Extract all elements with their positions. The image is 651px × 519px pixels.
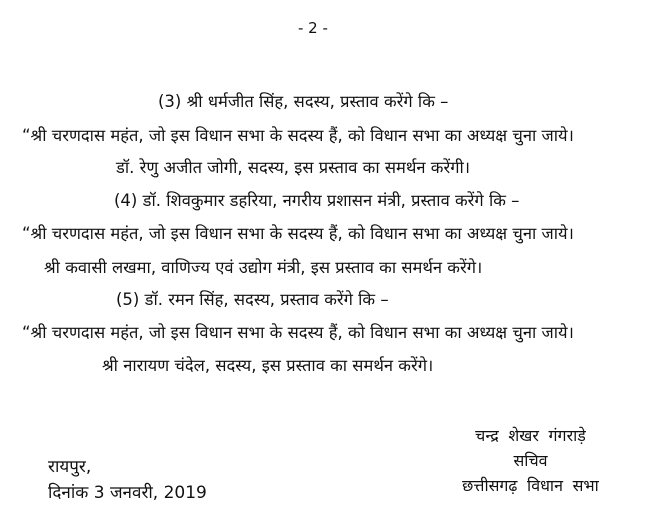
signatory-name: चन्द्र शेखर गंगराड़े <box>475 426 586 445</box>
motion-5-proposal-text: “श्री चरणदास महंत, जो इस विधान सभा के सदस्य हैं, को विधान सभा का अध्यक्ष चुना जाये। <box>22 323 574 342</box>
signatory-title: सचिव <box>513 451 548 470</box>
organization-name: छत्तीसगढ़ विधान सभा <box>462 476 599 495</box>
motion-3-proposal-text: “श्री चरणदास महंत, जो इस विधान सभा के सदस्य हैं, को विधान सभा का अध्यक्ष चुना जाये। <box>22 126 574 145</box>
date-text: दिनांक 3 जनवरी, 2019 <box>48 483 207 503</box>
motion-3-heading: (3) श्री धर्मजीत सिंह, सदस्य, प्रस्ताव करेंगे कि – <box>158 92 449 111</box>
motion-4-supporter-text: श्री कवासी लखमा, वाणिज्य एवं उद्योग मंत्री, इस प्रस्ताव का समर्थन करेंगे। <box>44 258 483 277</box>
signatory-block <box>428 423 633 498</box>
motion-4-proposal-text: “श्री चरणदास महंत, जो इस विधान सभा के सदस्य हैं, को विधान सभा का अध्यक्ष चुना जाये। <box>22 224 574 243</box>
motion-5-supporter-text: श्री नारायण चंदेल, सदस्य, इस प्रस्ताव का समर्थन करेंगे। <box>102 356 434 375</box>
motion-4-heading: (4) डॉ. शिवकुमार डहरिया, नगरीय प्रशासन मंत्री, प्रस्ताव करेंगे कि – <box>114 191 520 210</box>
motion-5-heading: (5) डॉ. रमन सिंह, सदस्य, प्रस्ताव करेंगे कि – <box>116 290 389 309</box>
place-text: रायपुर, <box>48 457 92 477</box>
motion-3-supporter-text: डॉ. रेणु अजीत जोगी, सदस्य, इस प्रस्ताव का समर्थन करेंगी। <box>116 158 471 177</box>
page-number: - 2 - <box>298 19 328 37</box>
place-date-block <box>48 454 288 506</box>
